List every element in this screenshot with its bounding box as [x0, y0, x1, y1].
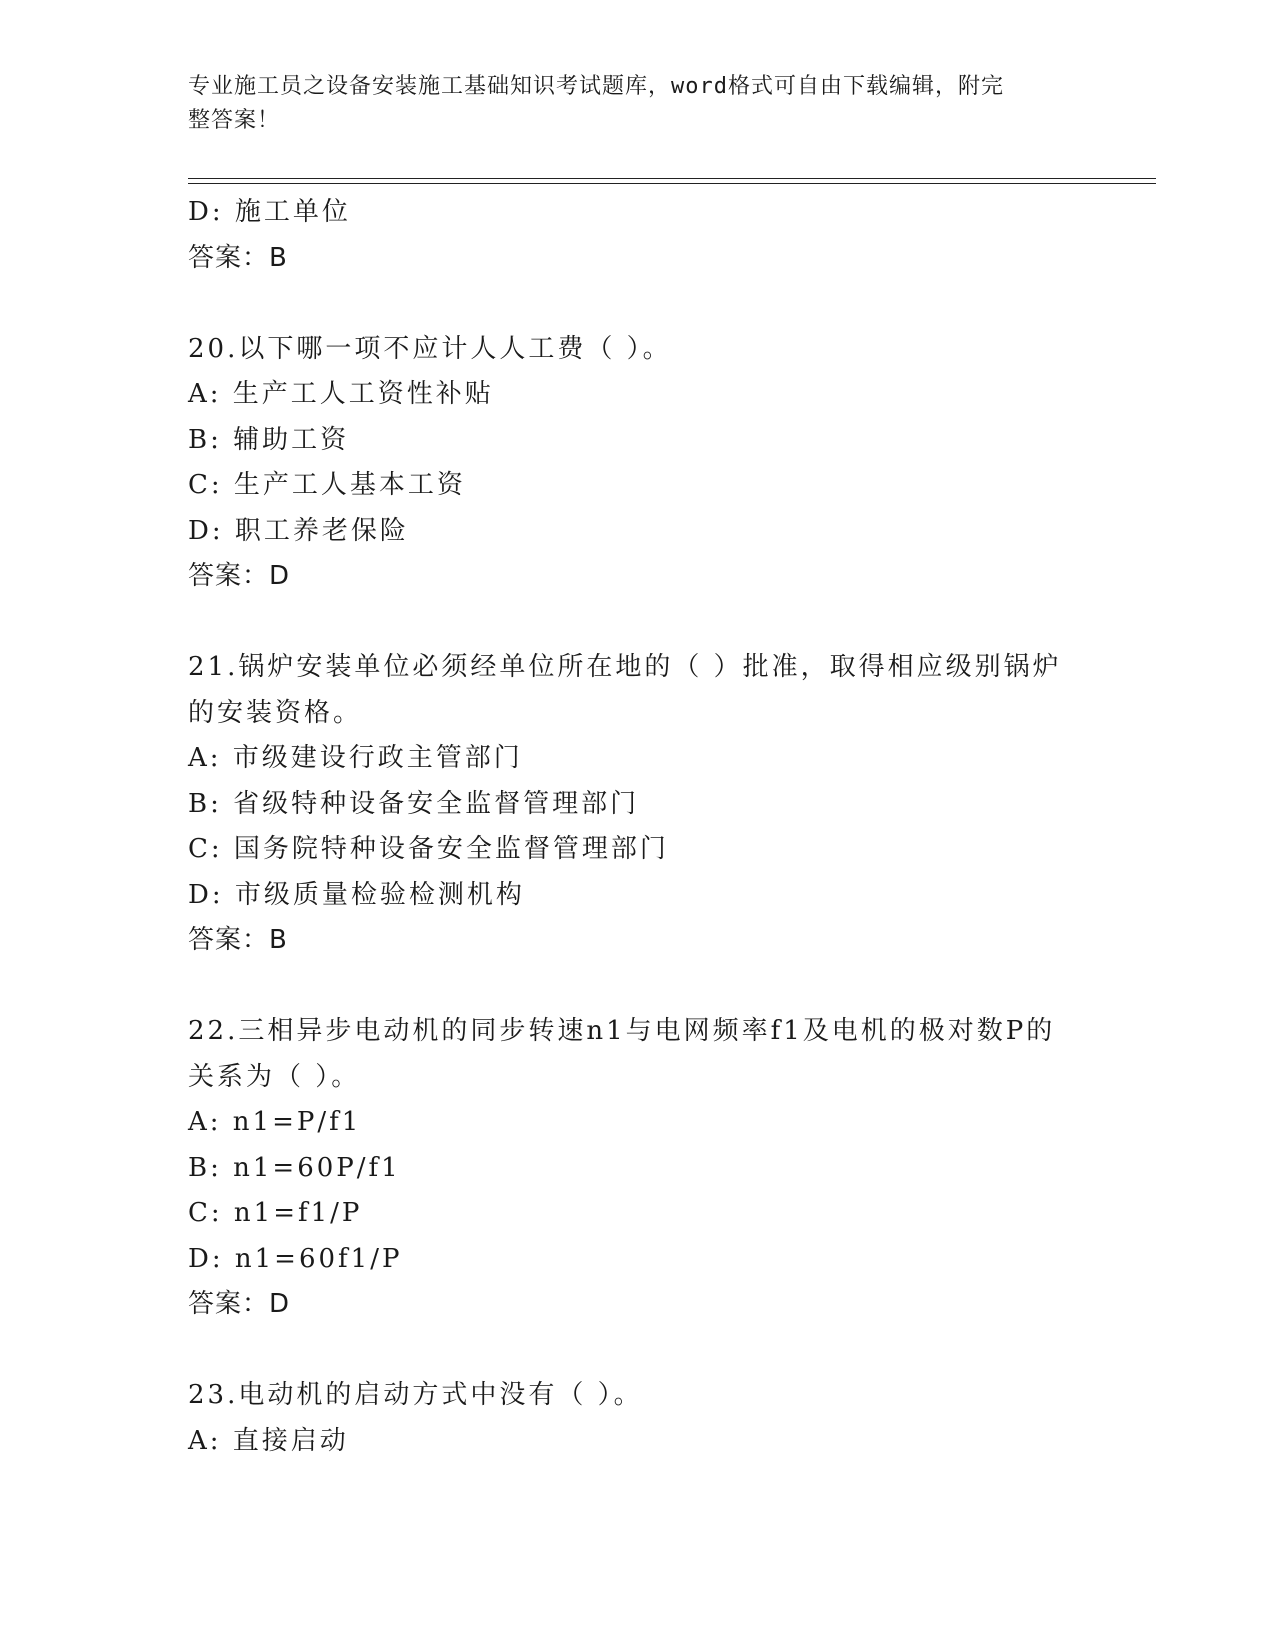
header-line-1: 专业施工员之设备安装施工基础知识考试题库，word格式可自由下载编辑，附完	[188, 74, 1004, 99]
option-b: B: 辅助工资	[188, 424, 350, 455]
option-a: A: 生产工人工资性补贴	[188, 379, 494, 409]
question-21	[188, 645, 1088, 964]
option-a: A: 市级建设行政主管部门	[188, 743, 523, 773]
question-23	[188, 1373, 1088, 1464]
option-a: A: 直接启动	[188, 1425, 349, 1456]
option-d: D: 职工养老保险	[188, 515, 409, 546]
header-note	[188, 70, 1068, 138]
answer: 答案：B	[188, 242, 288, 273]
spacer	[188, 1328, 1088, 1374]
option-b: B: n1=60P/f1	[188, 1152, 401, 1183]
question-stem: 21.锅炉安装单位必须经单位所在地的（ ）批准，取得相应级别锅炉	[188, 652, 1062, 682]
option-c: C: 生产工人基本工资	[188, 470, 466, 500]
spacer	[188, 964, 1088, 1010]
option-c: C: n1=f1/P	[188, 1198, 363, 1228]
question-20	[188, 327, 1088, 600]
answer: 答案：B	[188, 925, 288, 955]
question-stem: 22.三相异步电动机的同步转速n1与电网频率f1及电机的极对数P的	[188, 1016, 1056, 1046]
question-stem: 23.电动机的启动方式中没有（ ）。	[188, 1380, 643, 1410]
question-stem-continued: 关系为（ ）。	[188, 1061, 361, 1092]
question-22	[188, 1009, 1088, 1328]
question-list	[188, 190, 1088, 1464]
header-rule-bottom	[188, 183, 1156, 184]
header-line-2: 整答案！	[188, 108, 281, 133]
header-rule-top	[188, 178, 1156, 179]
answer: 答案：D	[188, 1289, 291, 1319]
option-b: B: 省级特种设备安全监督管理部门	[188, 788, 640, 819]
spacer	[188, 281, 1088, 327]
question-stem: 20.以下哪一项不应计人人工费（ ）。	[188, 333, 672, 364]
option-d: D: n1=60f1/P	[188, 1243, 403, 1274]
option-d: D: 施工单位	[188, 197, 351, 227]
question-stem-continued: 的安装资格。	[188, 697, 363, 728]
option-d: D: 市级质量检验检测机构	[188, 879, 525, 910]
option-a: A: n1=P/f1	[188, 1107, 362, 1137]
option-c: C: 国务院特种设备安全监督管理部门	[188, 834, 669, 864]
answer: 答案：D	[188, 561, 291, 591]
spacer	[188, 600, 1088, 646]
